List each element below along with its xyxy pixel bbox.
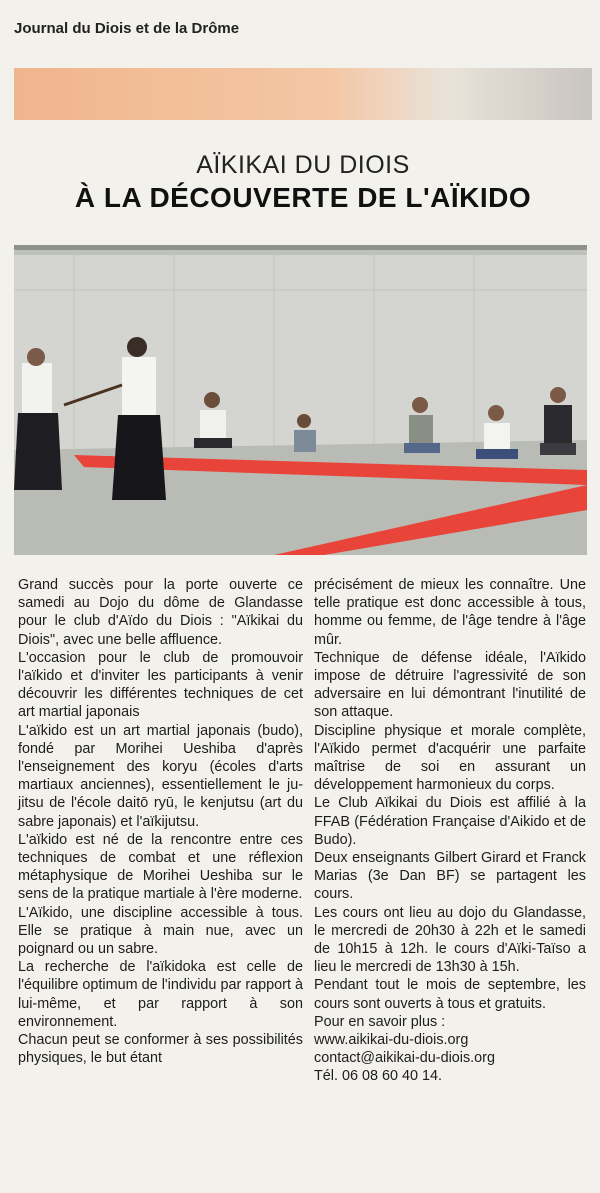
paragraph: précisément de mieux les connaître. Une telle pratique est donc accessible à tous, homme ou femme, de l'âge tendre à l'âge mûr.: [314, 577, 586, 648]
paragraph: Les cours ont lieu au dojo du Glandasse, le mercredi de 20h30 à 22h et le samedi de 10h15 à 12h. le cours d'Aïki-Taïso a lieu le mercredi de 13h30 à 15h.: [314, 904, 586, 976]
paragraph: Technique de défense idéale, l'Aïkido impose de détruire l'agressivité de son adversaire en lui démontrant l'inutilité de son attaque.: [314, 649, 586, 721]
dojo-photo: [14, 245, 587, 555]
article-subtitle: AÏKIKAI DU DIOIS: [196, 151, 410, 179]
journal-header: Journal du Diois et de la Drôme: [14, 20, 240, 37]
contact-phone: Tél. 06 08 60 40 14.: [314, 1068, 443, 1085]
article-title: À LA DÉCOUVERTE DE L'AÏKIDO: [74, 182, 532, 213]
contact-intro: Pour en savoir plus :: [314, 1013, 446, 1030]
contact-website: www.aikikai-du-diois.org: [314, 1032, 469, 1049]
article-titles: [14, 150, 592, 216]
paragraph: Le Club Aïkikai du Diois est affilié à la FFAB (Fédération Française d'Aikido et de Budo).: [314, 795, 586, 848]
paragraph: Pendant tout le mois de septembre, les cours sont ouverts à tous et gratuits.: [314, 977, 586, 1012]
paragraph: Chacun peut se conformer à ses possibilités physiques, le but étant: [18, 1032, 303, 1067]
paragraph: La recherche de l'aïkidoka est celle de l'équilibre optimum de l'individu par rapport à lui-même, et par rapport à son environnement.: [18, 959, 303, 1030]
paragraph: L'occasion pour le club de promouvoir l'aïkido et d'inviter les participants à venir découvrir les différentes techniques de cet art martial japonais: [18, 649, 303, 721]
paragraph: L'aïkido est né de la rencontre entre ces techniques de combat et une réflexion métaphysique de Morihei Ueshiba sur le sens de la pratique martiale à l'ère moderne.: [18, 831, 303, 903]
paragraph: L'Aïkido, une discipline accessible à tous. Elle se pratique à main nue, avec un poignard ou un sabre.: [18, 904, 303, 958]
paragraph: L'aïkido est un art martial japonais (budo), fondé par Morihei Ueshiba d'après l'enseignement des koryu (écoles d'arts martiaux anciennes), essentiellement le ju-jitsu de l'école daitō ryū, le kenjutsu (art du sabre japonais) et l'aïkijutsu.: [18, 722, 303, 830]
contact-email: contact@aikikai-du-diois.org: [314, 1050, 495, 1067]
paragraph: Discipline physique et morale complète, l'Aïkido permet d'acquérir une parfaite maîtrise de soi en assurant un développement harmonieux du corps.: [314, 722, 586, 794]
article-right-column: [314, 576, 586, 1086]
article-left-column: [18, 576, 303, 1067]
paragraph: Grand succès pour la porte ouverte ce samedi au Dojo du dôme de Glandasse pour le club d'Aïdo du Diois : "Aïkikai du Diois", avec une belle affluence.: [18, 577, 303, 648]
paragraph: Deux enseignants Gilbert Girard et Franck Marias (3e Dan BF) se partagent les cours.: [314, 850, 586, 903]
header-band: [14, 68, 592, 120]
